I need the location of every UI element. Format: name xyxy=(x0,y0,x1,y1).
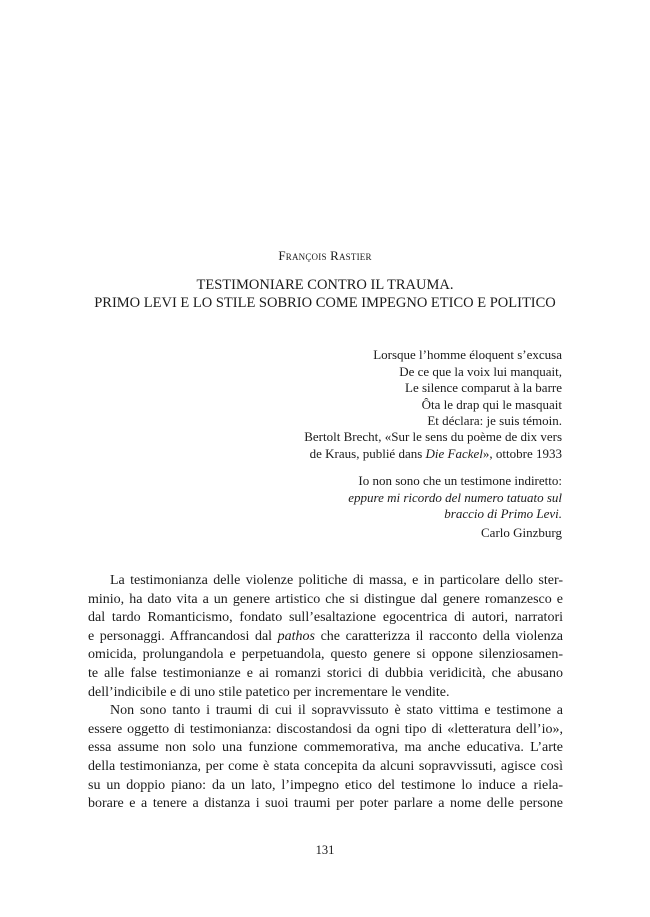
epigraph-quote-line-2: eppure mi ricordo del numero tatuato sul xyxy=(348,489,562,505)
emphasis-term: pathos xyxy=(277,628,315,644)
epigraph-poem-source xyxy=(304,429,562,462)
body-text-fragment: e personaggi. Affrancandosi dal xyxy=(88,628,278,644)
body-line xyxy=(88,628,563,647)
article-title xyxy=(0,276,650,312)
body-line: Non sono tanto i traumi di cui il sopravvissuto è stato vittima e testimone a xyxy=(110,703,563,719)
body-line: te alle false testimonianze e ai romanzi storici di dubbia veridicità, che abusano xyxy=(88,665,563,681)
epigraph-quote-line-1: Io non sono che un testimone indiretto: xyxy=(358,473,562,488)
body-line: della testimonianza, per come è stata concepita da alcuni sopravvissuti, agisce così xyxy=(88,758,563,774)
epigraph-poem-line: Lorsque l’homme éloquent s’excusa xyxy=(373,347,562,362)
body-line: dell’indicibile e di uno stile patetico per incrementare le vendite. xyxy=(88,684,450,700)
epigraph-poem-line: Ôta le drap qui le masquait xyxy=(421,396,562,412)
body-line: La testimonianza delle violenze politiche di massa, e in particolare dello ster- xyxy=(110,573,563,588)
epigraph-poem-line: Et déclara: je suis témoin. xyxy=(427,413,562,429)
title-line-2: PRIMO LEVI E LO STILE SOBRIO COME IMPEGNO ETICO E POLITICO xyxy=(94,295,556,311)
epigraph-quote xyxy=(348,473,562,523)
body-text-fragment: che caratterizza il racconto della violenza xyxy=(314,628,563,644)
body-line: essere oggetto di testimonianza: discostandosi da ogni tipo di «letteratura dell’io», xyxy=(88,721,563,737)
epigraph-poem xyxy=(373,347,562,430)
source-text-post: », ottobre 1933 xyxy=(482,445,562,461)
epigraph-source-line-2 xyxy=(304,446,562,463)
journal-title: Die Fackel xyxy=(425,445,483,461)
epigraph-quote-line-3: braccio di Primo Levi. xyxy=(444,506,562,522)
body-line: su un doppio piano: da un lato, l’impegno etico del testimone lo induce a riela- xyxy=(88,777,563,793)
title-line-1: TESTIMONIARE CONTRO IL TRAUMA. xyxy=(196,277,454,293)
epigraph-poem-line: De ce que la voix lui manquait, xyxy=(399,363,562,379)
author-name: François Rastier xyxy=(278,248,372,263)
body-line: dal tardo Romanticismo, fondato sull’esaltazione egocentrica di autori, narratori xyxy=(88,610,563,626)
epigraph-poem-line: Le silence comparut à la barre xyxy=(405,380,562,396)
body-line: omicida, prolungandola e perpetuandola, questo genere si oppone silenziosamen- xyxy=(88,647,563,663)
body-text xyxy=(88,572,563,814)
epigraph-source-line-1: Bertolt Brecht, «Sur le sens du poème de dix vers xyxy=(304,429,562,444)
page-number: 131 xyxy=(315,843,335,857)
body-line: essa assume non solo una funzione commemorativa, ma anche educativa. L’arte xyxy=(88,740,563,756)
body-line: borare e a tenere a distanza i suoi traumi per poter parlare a nome delle persone xyxy=(88,796,563,812)
epigraph-quote-author: Carlo Ginzburg xyxy=(481,525,562,540)
source-text-pre: de Kraus, publié dans xyxy=(309,445,426,461)
body-line: minio, ha dato vita a un genere artistico che si distingue dal genere romanzesco e xyxy=(88,591,563,607)
